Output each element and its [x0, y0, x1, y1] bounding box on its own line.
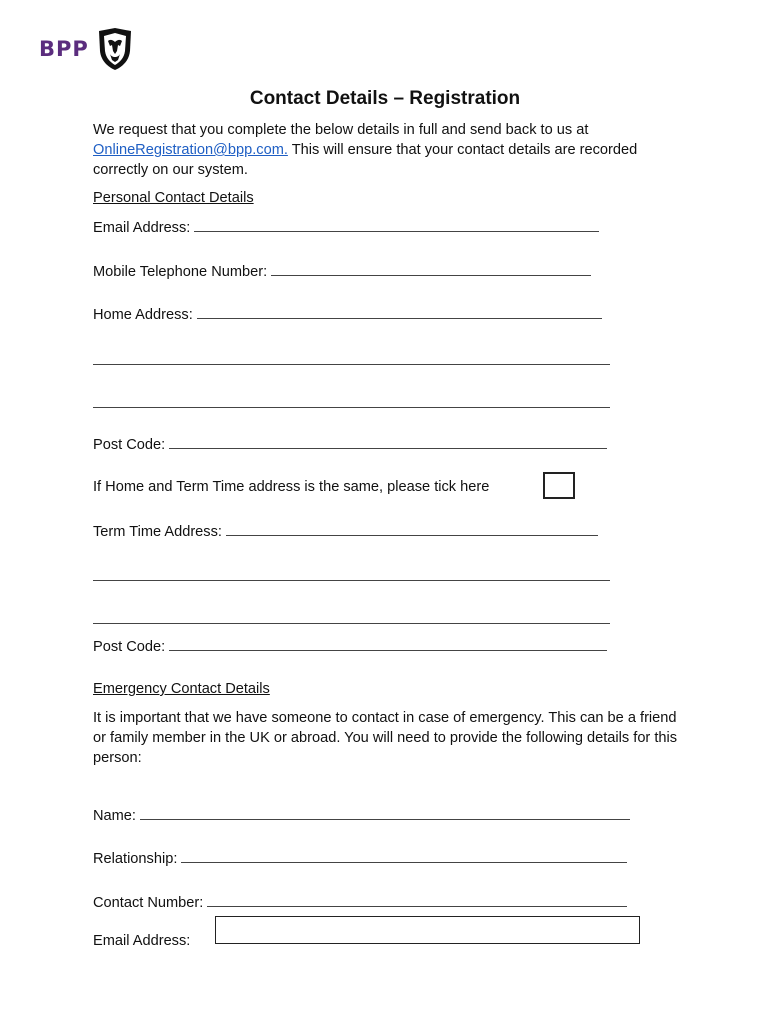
- emergency-email-label: Email Address:: [93, 933, 191, 949]
- contact-number-row: [93, 893, 627, 912]
- same-address-checkbox[interactable]: [543, 472, 575, 499]
- home-post-code-field[interactable]: [169, 435, 607, 449]
- home-address-line-2[interactable]: [93, 364, 610, 365]
- emergency-description: It is important that we have someone to contact in case of emergency. This can be a friend or family member in the UK or abroad. You will need to provide the following details for this person:: [93, 710, 678, 766]
- home-address-line-3[interactable]: [93, 407, 610, 408]
- term-address-label: Term Time Address:: [93, 524, 222, 540]
- contact-number-field[interactable]: [207, 893, 627, 907]
- home-address-row: [93, 305, 602, 324]
- email-field[interactable]: [194, 218, 599, 232]
- contact-number-label: Contact Number:: [93, 895, 204, 911]
- same-address-row: [93, 478, 489, 496]
- mobile-row: [93, 262, 591, 281]
- email-label: Email Address:: [93, 220, 191, 236]
- emergency-contact-heading: Emergency Contact Details: [93, 681, 270, 697]
- intro-paragraph: [93, 120, 693, 180]
- lion-shield-icon: [95, 27, 135, 71]
- term-post-code-field[interactable]: [169, 637, 607, 651]
- intro-text-before: We request that you complete the below details in full and send back to us at: [93, 122, 589, 138]
- term-post-code-row: [93, 637, 607, 656]
- intro-text-after: This will ensure that your contact details are recorded correctly on our system.: [93, 142, 638, 178]
- home-post-code-row: [93, 435, 607, 454]
- relationship-label: Relationship:: [93, 851, 178, 867]
- registration-email-link[interactable]: OnlineRegistration@bpp.com.: [93, 142, 288, 158]
- emergency-email-row: [93, 932, 190, 950]
- home-address-label: Home Address:: [93, 307, 193, 323]
- mobile-field[interactable]: [271, 262, 591, 276]
- emergency-name-row: [93, 806, 630, 825]
- term-address-line-2[interactable]: [93, 580, 610, 581]
- term-address-field[interactable]: [226, 522, 598, 536]
- home-post-code-label: Post Code:: [93, 437, 166, 453]
- same-address-label: If Home and Term Time address is the same, please tick here: [93, 479, 490, 495]
- page-title: Contact Details – Registration: [249, 88, 521, 109]
- term-address-line-3[interactable]: [93, 623, 610, 624]
- personal-contact-heading: Personal Contact Details: [93, 190, 254, 206]
- emergency-name-field[interactable]: [140, 806, 630, 820]
- email-row: [93, 218, 599, 237]
- emergency-email-field[interactable]: [215, 916, 640, 944]
- relationship-field[interactable]: [181, 849, 627, 863]
- logo-wordmark: BPP: [39, 37, 89, 61]
- term-post-code-label: Post Code:: [93, 639, 166, 655]
- emergency-name-label: Name:: [93, 808, 136, 824]
- relationship-row: [93, 849, 627, 868]
- bpp-logo: [39, 27, 135, 71]
- mobile-label: Mobile Telephone Number:: [93, 264, 268, 280]
- term-address-row: [93, 522, 598, 541]
- home-address-field[interactable]: [197, 305, 602, 319]
